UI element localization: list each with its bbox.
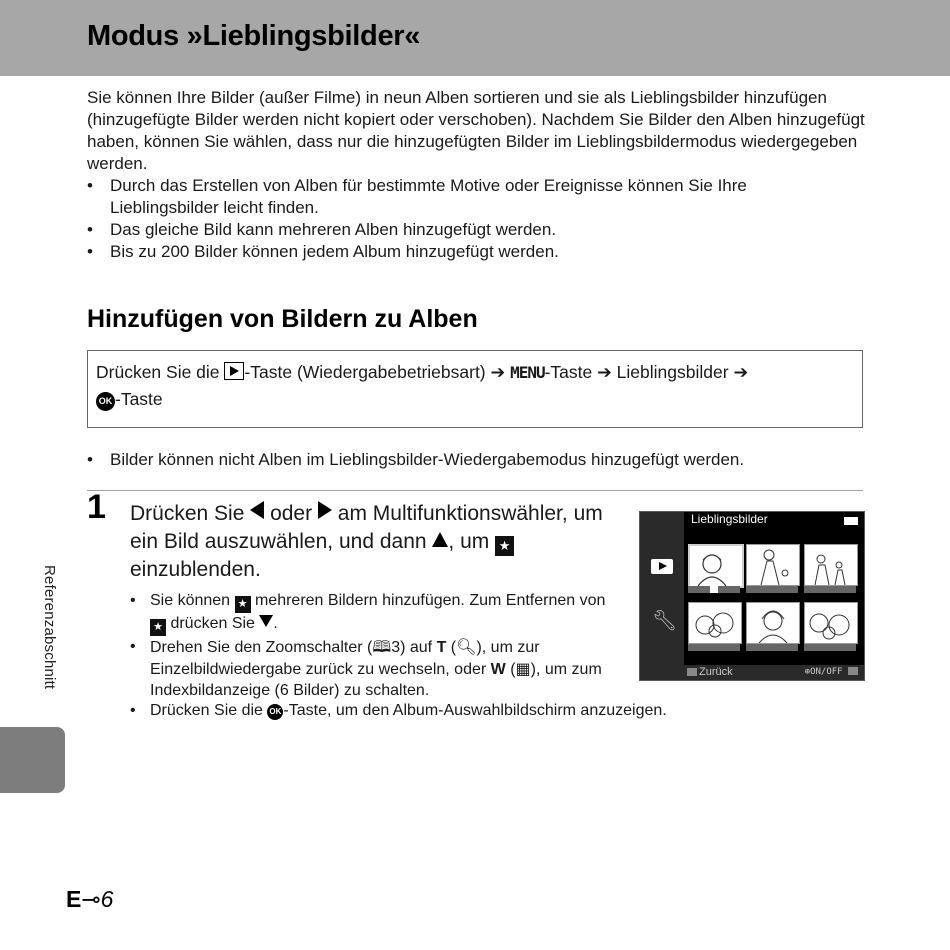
list-item: • Sie können ★ mehreren Bildern hinzufügen. Zum Entfernen von ★ drücken Sie .: [130, 590, 610, 636]
menu-key-icon: [687, 668, 697, 676]
onoff-label: ON/OFF: [810, 667, 843, 677]
thumbnail-status-bar: [804, 644, 856, 651]
section-heading: Hinzufügen von Bildern zu Alben: [87, 305, 478, 333]
page-prefix: E: [66, 886, 82, 912]
arrow-right-icon: ➔: [597, 362, 612, 382]
thumbnail-status-bar: [688, 644, 740, 651]
thumbnail-image: [804, 602, 858, 644]
thumbnail-grid-icon: ▦: [515, 660, 531, 678]
list-item: [130, 700, 730, 722]
thumbnail-status-bar: [746, 586, 798, 593]
bullet-text: Sie können: [150, 592, 231, 609]
thumbnail-image: [688, 544, 744, 588]
back-hint: [687, 665, 733, 680]
step-bullet-list: [130, 590, 610, 702]
step-number: 1: [87, 488, 106, 526]
bullet-text: mehreren Bildern hinzufügen. Zum Entfernen von: [254, 592, 606, 609]
screen-footer: [684, 665, 864, 680]
step-text-part: einzublenden.: [130, 558, 261, 581]
back-label: Zurück: [699, 666, 733, 678]
list-item: • Bis zu 200 Bilder können jedem Album hinzugefügt werden.: [87, 241, 807, 263]
playback-button-icon: [224, 362, 244, 380]
page-title: Modus »Lieblingsbilder«: [87, 20, 421, 52]
favorite-icon: ★: [235, 596, 251, 613]
menu-button-icon: MENU: [510, 363, 545, 382]
page-prefix-dash: ⊸: [81, 886, 101, 912]
zoom-wide-label: W: [490, 660, 506, 678]
path-text-1: Drücken Sie die: [96, 362, 220, 382]
path-text-5: -Taste: [115, 389, 163, 409]
step-instruction: [130, 500, 630, 584]
step-text-part: am Multifunktionswähler, um ein Bild auszuwählen, und dann: [130, 502, 603, 553]
favorite-icon: ★: [150, 619, 166, 636]
side-tab-marker: [0, 727, 65, 793]
left-arrow-icon: [250, 501, 264, 519]
bullet-text: ) auf: [400, 639, 433, 656]
thumbnail-grid: [688, 544, 860, 649]
zoom-key-icon: [848, 667, 858, 675]
path-text-3: -Taste: [544, 362, 593, 382]
thumbnail-image: [804, 544, 858, 586]
favorite-mark-icon: [710, 586, 718, 593]
right-arrow-icon: [318, 501, 332, 519]
zoom-tele-label: T: [436, 639, 447, 656]
page-reference: 3: [391, 639, 401, 656]
path-text-4: Lieblingsbilder: [616, 362, 729, 382]
thumbnail-status-bar: [746, 644, 798, 651]
bullet-text: -Taste, um den Album-Auswahlbildschirm anzuzeigen.: [283, 702, 667, 719]
thumbnail-image: [688, 602, 742, 644]
ok-button-icon: OK: [96, 392, 115, 411]
menu-path-box: [87, 350, 863, 428]
screen-title: Lieblingsbilder: [691, 512, 768, 526]
arrow-right-icon: ➔: [490, 362, 506, 382]
bullet-text: Drehen Sie den Zoomschalter (: [150, 639, 373, 656]
book-reference-icon: 🕮: [372, 637, 392, 656]
path-text-2: -Taste (Wiedergabebetriebsart): [244, 362, 486, 382]
divider: [87, 490, 863, 491]
onoff-hint: ⊕ON/OFF: [805, 665, 860, 680]
page-number-value: 6: [100, 886, 114, 912]
arrow-right-icon: ➔: [733, 362, 749, 382]
list-item: • Das gleiche Bild kann mehreren Alben hinzugefügt werden.: [87, 219, 807, 241]
bullet-text: ), um zum Indexbildanzeige (6 Bilder) zu schalten.: [150, 660, 602, 699]
screen-sidebar: [640, 512, 684, 680]
thumbnail-image: [746, 544, 800, 586]
bullet-text: Drücken Sie die: [150, 702, 263, 719]
thumbnail-status-bar: [804, 586, 856, 593]
step-text-part: oder: [270, 502, 313, 525]
battery-icon: [844, 517, 858, 525]
thumbnail-image: [746, 602, 800, 644]
thumbnail-status-bar: [688, 586, 740, 593]
intro-bullet-list: [87, 175, 807, 263]
note-list: [87, 449, 847, 471]
up-arrow-icon: [432, 532, 448, 547]
list-item: • Bilder können nicht Alben im Lieblingsbilder-Wiedergabemodus hinzugefügt werden.: [87, 449, 847, 471]
intro-paragraph: Sie können Ihre Bilder (außer Filme) in neun Alben sortieren und sie als Lieblingsbilder hinzufügen (hinzugefügte Bilder werden nicht kopiert oder verschoben). Nachdem Sie Bilder den Alben hinzugefügt haben, können Sie wählen, dass nur die hinzugefügten Bilder im Lieblingsbildermodus wiedergegeben werden.: [87, 88, 865, 173]
wrench-icon: 🔧︎: [652, 610, 678, 632]
list-item: • Drehen Sie den Zoomschalter (🕮3) auf T (🔍︎), um zur Einzelbildwiedergabe zurück zu wechseln, oder W (▦), um zum Indexbildanzeige (6 Bilder) zu schalten.: [130, 636, 610, 702]
bullet-text: ), um zur Einzelbildwiedergabe zurück zu wechseln, oder: [150, 639, 540, 678]
step-text-part: , um: [448, 530, 490, 553]
side-section-label: Referenzabschnitt: [41, 565, 58, 690]
bullet-text: drücken Sie: [170, 615, 255, 632]
page-number: [66, 886, 113, 913]
magnify-icon: 🔍︎: [456, 639, 477, 656]
favorite-icon: ★: [495, 536, 514, 556]
camera-screen: [639, 511, 865, 681]
down-arrow-icon: [259, 615, 273, 627]
step-text-part: Drücken Sie: [130, 502, 245, 525]
play-icon: [651, 559, 673, 574]
list-item: • Durch das Erstellen von Alben für bestimmte Motive oder Ereignisse können Sie Ihre Lieblingsbilder leicht finden.: [87, 175, 807, 219]
step-bullet-list-2: [130, 700, 730, 722]
ok-button-icon: OK: [267, 704, 283, 720]
